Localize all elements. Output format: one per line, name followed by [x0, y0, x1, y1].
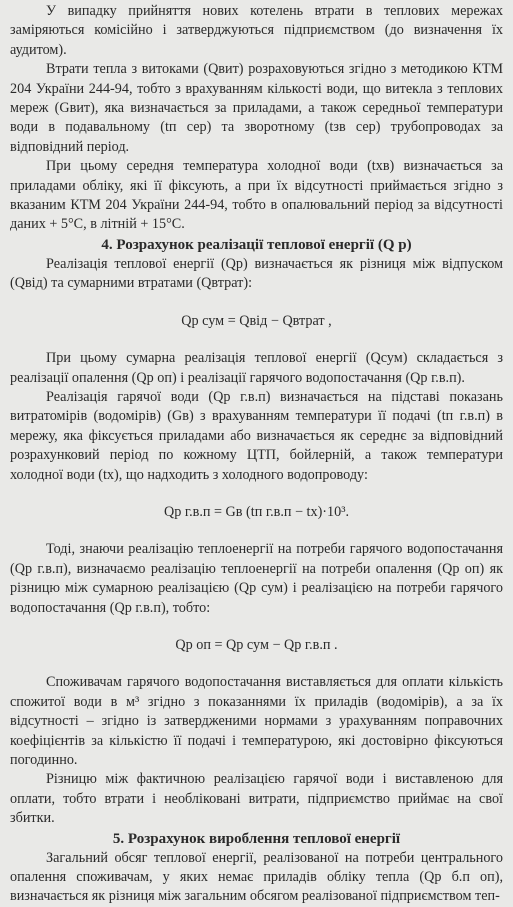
section-heading-4: 4. Розрахунок реалізації теплової енергії (Q р) [101, 236, 412, 253]
formula-text: Qр сум = Qвід − Qвтрат , [181, 312, 332, 329]
paragraph: Втрати тепла з витоками (Qвит) розраховуються згідно з методикою КТМ 204 України 244-94, тобто з врахуванням кількості води, що витекла з теплових мереж (Gвит), яка визначається за приладами, а також середньої температури води в подавальному (tп сер) та зворотному (tзв сер) трубопроводах за відповідний період. [10, 61, 503, 155]
paragraph: Реалізація теплової енергії (Qр) визначається як різниця між відпуском (Qвід) та сумарними втратами (Qвтрат): [10, 255, 503, 292]
paragraph: Загальний обсяг теплової енергії, реалізованої на потреби центрального опалення споживачам, у яких немає приладів обліку тепла (Qр б.п оп), визначається як різниця між загальним обсягом реалізованої підприємством теп- [10, 849, 503, 905]
paragraph: При цьому сумарна реалізація теплової енергії (Qсум) складається з реалізації опалення (Qр оп) і реалізації гарячого водопостачання (Qр г.в.п). [10, 350, 503, 386]
formula-text: Qр оп = Qр сум − Qр г.в.п . [175, 636, 338, 653]
formula-text: Qр г.в.п = Gв (tп г.в.п − tх)·10³. [163, 503, 350, 520]
formula [10, 312, 503, 331]
paragraph: При цьому середня температура холодної води (tхв) визначається за приладами обліку, які її фіксують, а при їх відсутності приймається згідно з вказаним КТМ 204 України 244-94, тобто в опалювальний період за відсутності даних + 5°С, в літній + 15°С. [10, 158, 503, 233]
formula [10, 503, 503, 522]
paragraph: Тоді, знаючи реалізацію теплоенергії на потреби гарячого водопостачання (Qр г.в.п), визначаємо реалізацію теплоенергії на потреби опалення (Qр оп) як різницю між сумарною реалізацією (Qр сум) і реалізацією на потреби гарячого водопостачання (Qр г.в.п), тобто: [10, 541, 503, 616]
formula [10, 636, 503, 655]
paragraph: Споживачам гарячого водопостачання виставляється для оплати кількість спожитої води в м³ згідно з показаннями їх приладів (водомірів), а за їх відсутності – згідно із затвердженими нормами з урахуванням поправочних коефіцієнтів за кількістю її подачі і температурою, які достовірно фіксуються погодинно. [10, 674, 503, 768]
section-heading-5: 5. Розрахунок вироблення теплової енергії [112, 830, 401, 847]
paragraph: Реалізація гарячої води (Qр г.в.п) визначається на підставі показань витратомірів (водомірів) (Gв) з врахуванням температури її подачі (tп г.в.п) в мережу, яка фіксується приладами або визначається як середнє за відповідний розрахунковий період по кожному ЦТП, бойлерній, а також температури холодної води (tх), що надходить з холодного водопроводу: [10, 388, 503, 483]
paragraph: У випадку прийняття нових котелень втрати в теплових мережах заміряються комісійно і затверджуються підприємством (до визначення їх аудитом). [10, 3, 503, 58]
paragraph: Різницю між фактичною реалізацією гарячої води і виставленою для оплати, тобто втрати і необліковані витрати, підприємство приймає на свої збитки. [10, 771, 503, 827]
